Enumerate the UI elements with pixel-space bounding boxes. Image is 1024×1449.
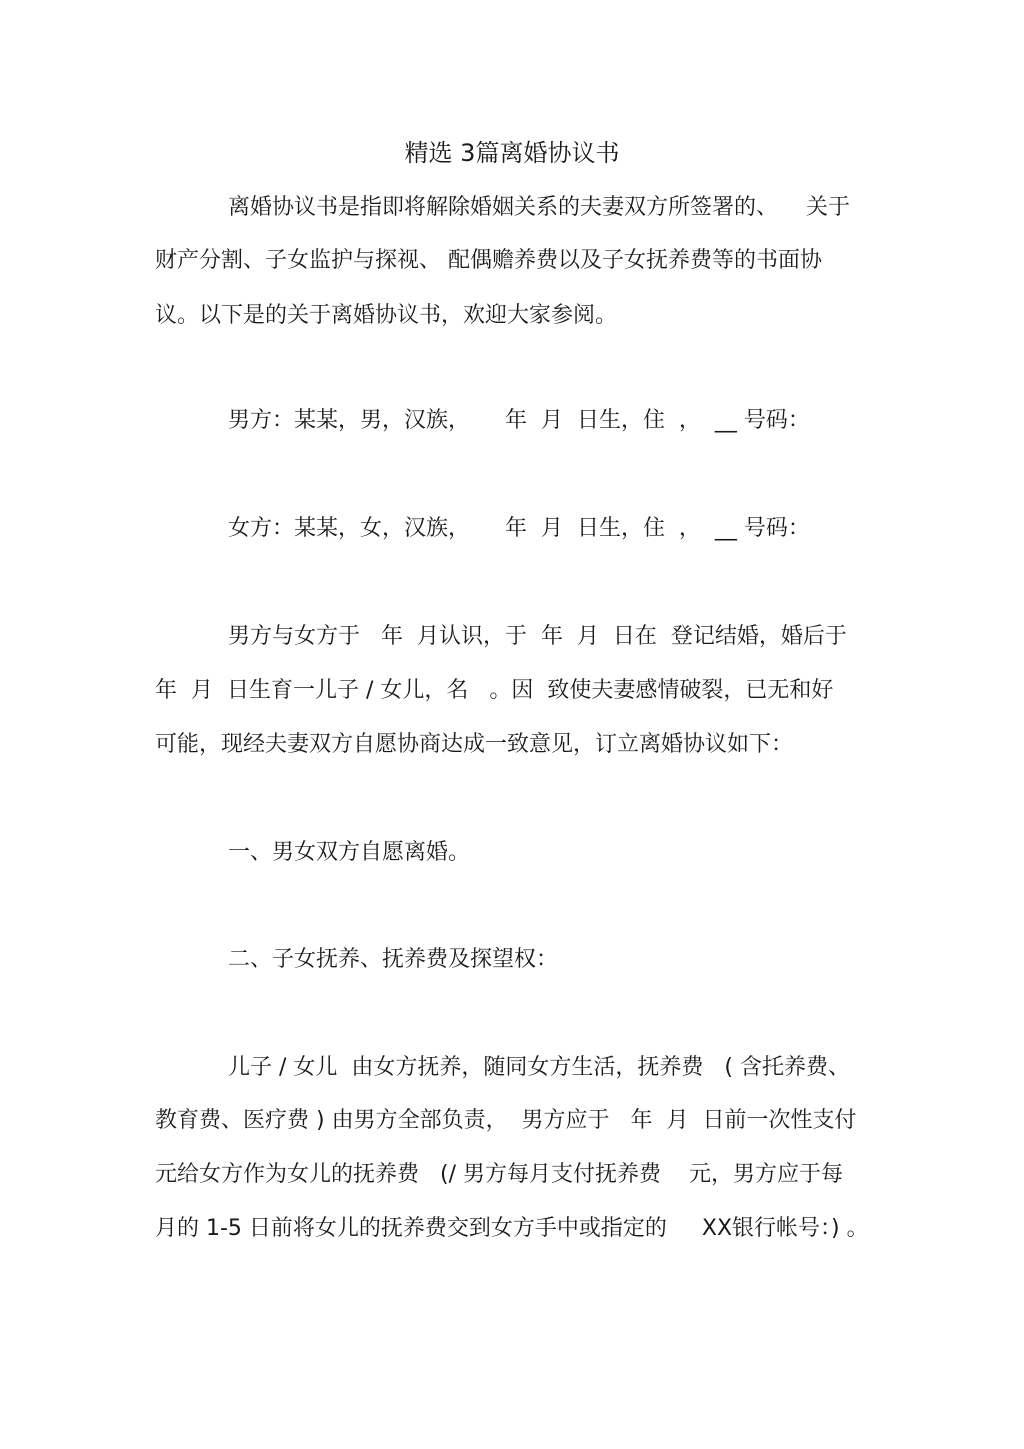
clause-2-line-1: 儿子 / 女儿 由女方抚养，随同女方生活，抚养费 ( 含托养费、 xyxy=(228,1055,850,1080)
male-party-line: 男方：某某，男，汉族， 年 月 日生，住 ， __ 号码： xyxy=(228,408,810,433)
clause-2-heading: 二、子女抚养、抚养费及探望权： xyxy=(228,947,559,972)
female-party-line: 女方：某某，女，汉族， 年 月 日生，住 ， __ 号码： xyxy=(228,516,810,541)
document-title: 精选 3篇离婚协议书 xyxy=(404,139,620,167)
background-line-3: 可能，现经夫妻双方自愿协商达成一致意见，订立离婚协议如下： xyxy=(155,732,794,757)
clause-2-line-2: 教育费、医疗费 ) 由男方全部负责， 男方应于 年 月 日前一次性支付 xyxy=(155,1108,857,1133)
intro-line-3: 议。以下是的关于离婚协议书，欢迎大家参阅。 xyxy=(155,303,618,328)
intro-line-1: 离婚协议书是指即将解除婚姻关系的夫妻双方所签署的、 关于 xyxy=(228,195,850,220)
clause-2-line-4: 月的 1-5 日前将女儿的抚养费交到女方手中或指定的 XX银行帐号：) 。 xyxy=(155,1216,869,1241)
background-line-2: 年 月 日生育一儿子 / 女儿，名 。因 致使夫妻感情破裂，已无和好 xyxy=(155,678,834,703)
intro-line-2: 财产分割、子女监护与探视、 配偶赡养费以及子女抚养费等的书面协 xyxy=(155,248,822,273)
clause-1: 一、男女双方自愿离婚。 xyxy=(228,840,471,865)
background-line-1: 男方与女方于 年 月认识，于 年 月 日在 登记结婚，婚后于 xyxy=(228,624,847,649)
clause-2-line-3: 元给女方作为女儿的抚养费 (/ 男方每月支付抚养费 元，男方应于每 xyxy=(155,1162,843,1187)
